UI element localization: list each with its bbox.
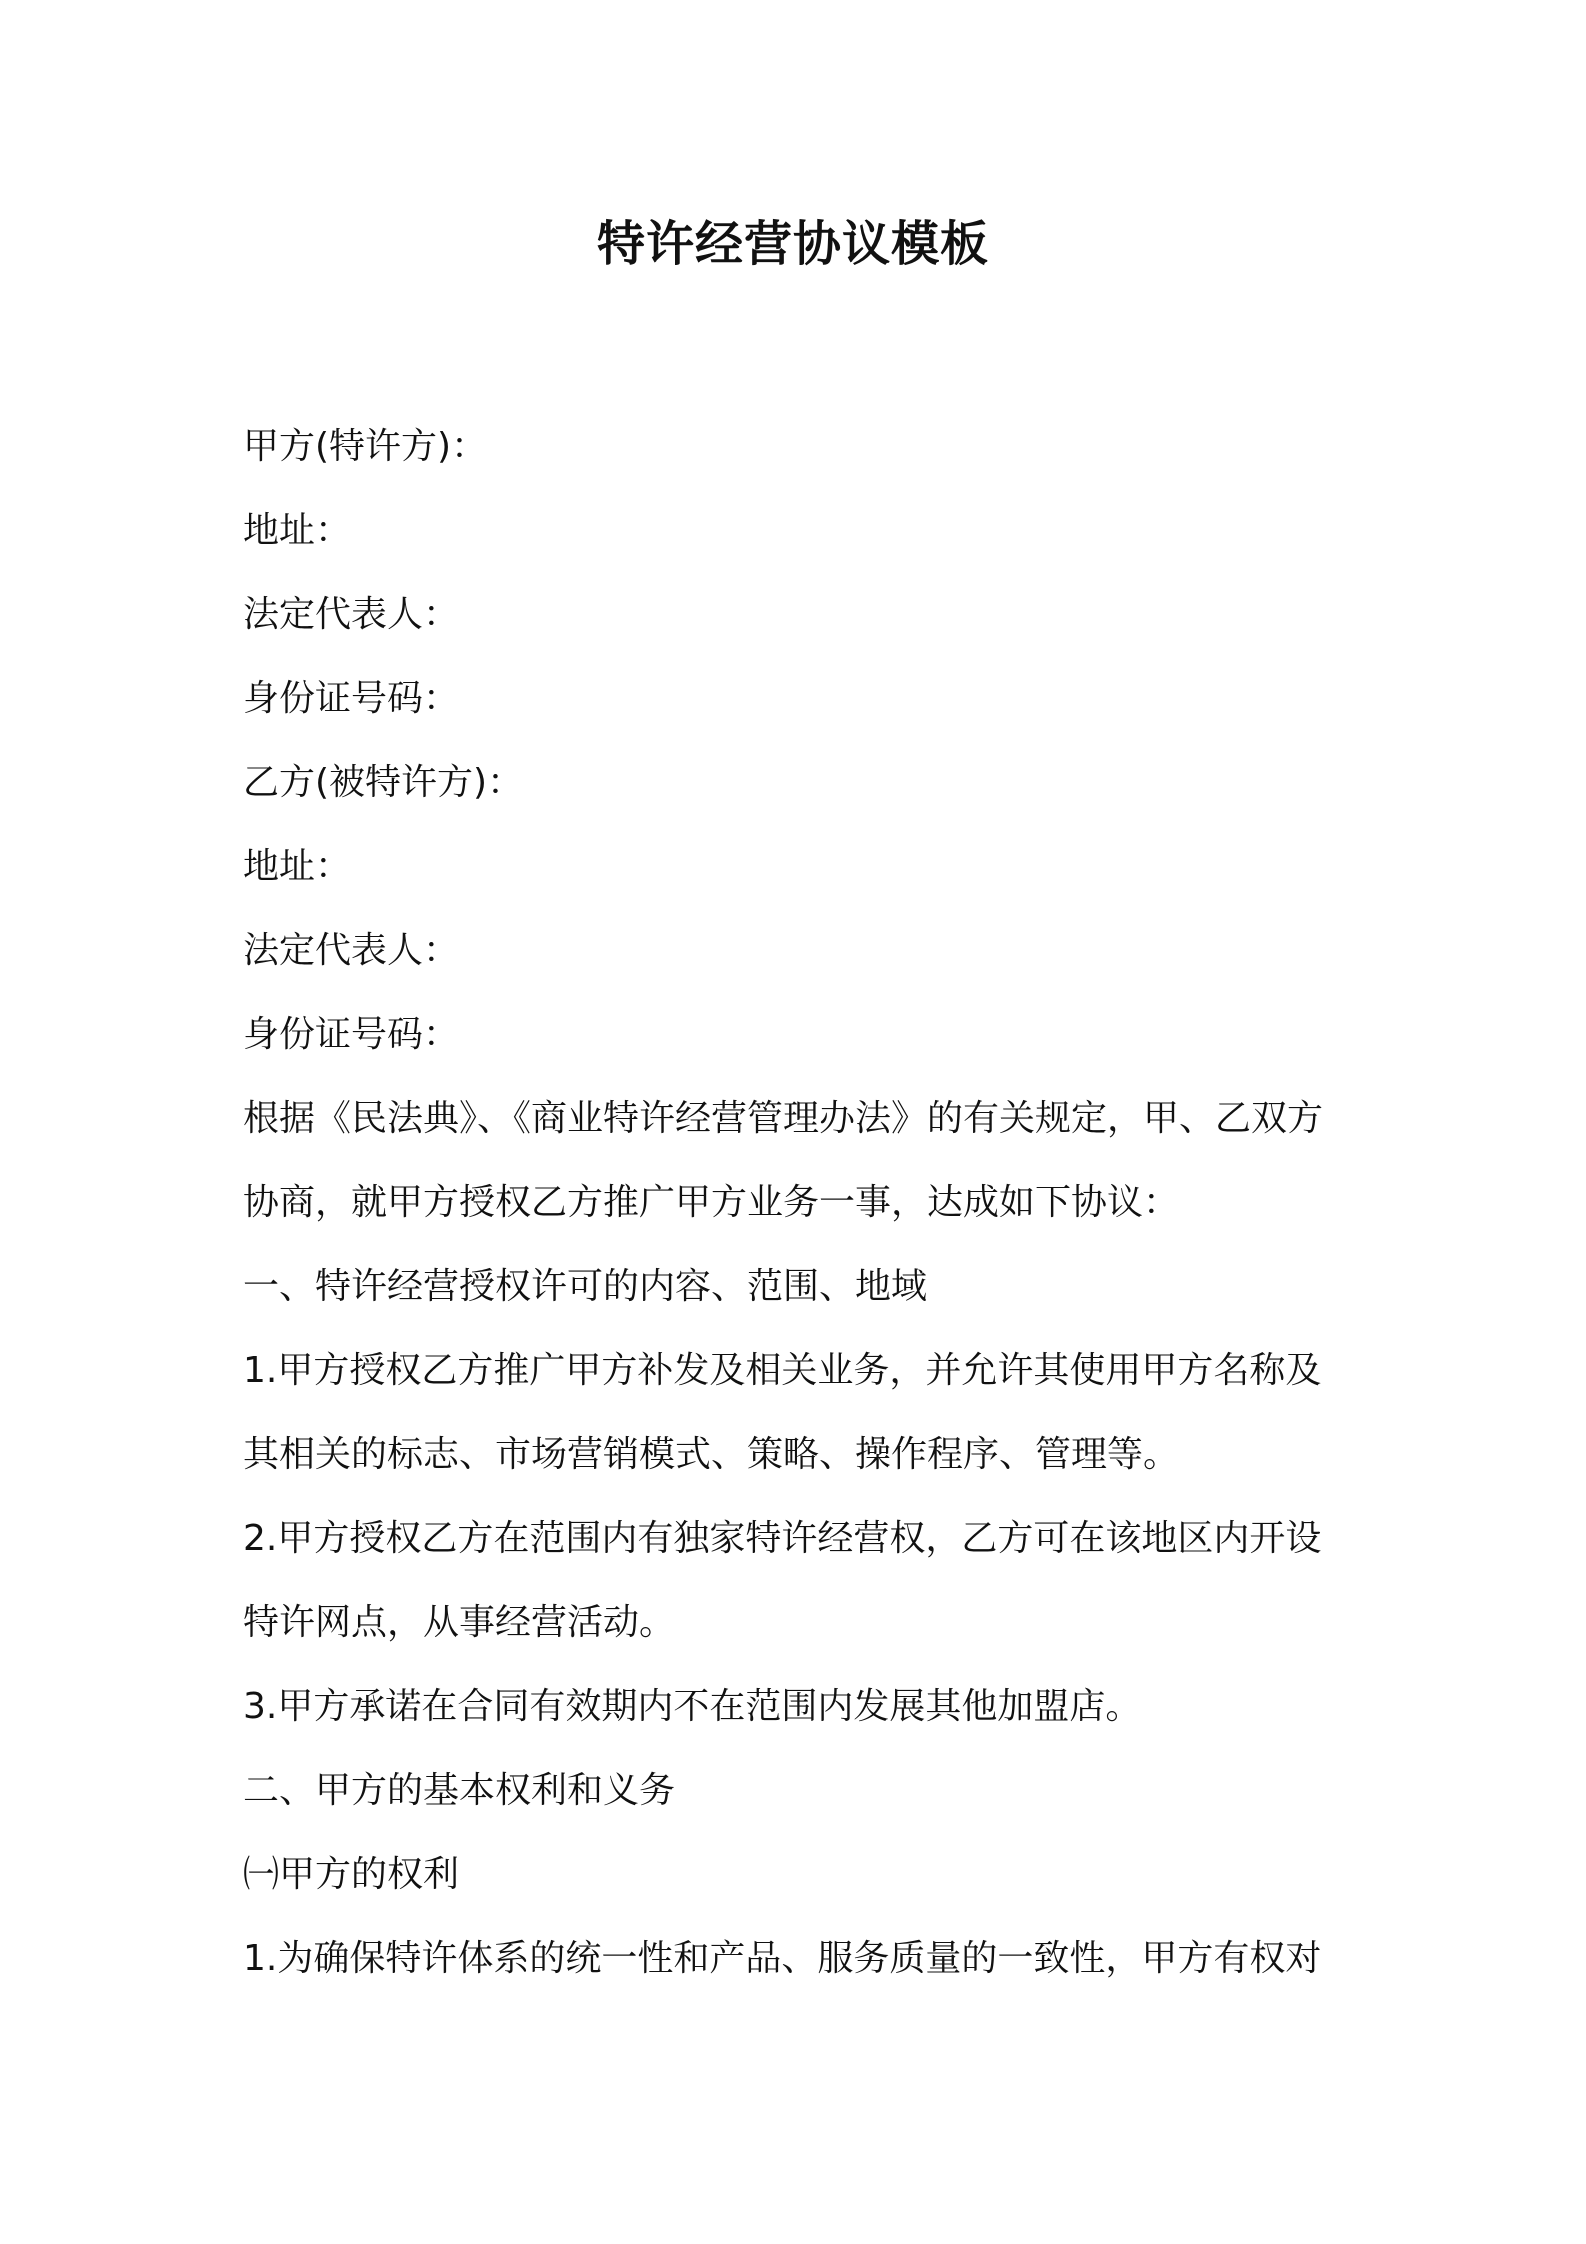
preamble-line: 协商，就甲方授权乙方推广甲方业务一事，达成如下协议： bbox=[243, 1182, 1180, 1223]
section-heading: 一、特许经营授权许可的内容、范围、地域 bbox=[243, 1266, 928, 1307]
party-a-id-number-label: 身份证号码： bbox=[243, 678, 460, 719]
party-b-id-number-label: 身份证号码： bbox=[243, 1014, 460, 1055]
document-body bbox=[243, 405, 1363, 2001]
subsection-heading: ㈠甲方的权利 bbox=[243, 1854, 460, 1895]
clause-line: 其相关的标志、市场营销模式、策略、操作程序、管理等。 bbox=[243, 1434, 1180, 1475]
party-b-address-label: 地址： bbox=[243, 846, 352, 887]
clause-line: 1.为确保特许体系的统一性和产品、服务质量的一致性，甲方有权对 bbox=[243, 1938, 1322, 1979]
party-a-address-label: 地址： bbox=[243, 510, 352, 551]
clause-line: 1.甲方授权乙方推广甲方补发及相关业务，并允许其使用甲方名称及 bbox=[243, 1350, 1322, 1391]
clause-line: 2.甲方授权乙方在范围内有独家特许经营权，乙方可在该地区内开设 bbox=[243, 1518, 1322, 1559]
document-title: 特许经营协议模板 bbox=[596, 216, 989, 272]
party-b-label: 乙方(被特许方)： bbox=[243, 762, 524, 803]
clause-line: 3.甲方承诺在合同有效期内不在范围内发展其他加盟店。 bbox=[243, 1686, 1142, 1727]
party-a-legal-rep-label: 法定代表人： bbox=[243, 594, 460, 635]
clause-line: 特许网点，从事经营活动。 bbox=[243, 1602, 676, 1643]
party-a-label: 甲方(特许方)： bbox=[243, 426, 488, 467]
section-heading: 二、甲方的基本权利和义务 bbox=[243, 1770, 676, 1811]
party-b-legal-rep-label: 法定代表人： bbox=[243, 930, 460, 971]
preamble-line: 根据《民法典》、《商业特许经营管理办法》的有关规定，甲、乙双方 bbox=[243, 1098, 1324, 1139]
